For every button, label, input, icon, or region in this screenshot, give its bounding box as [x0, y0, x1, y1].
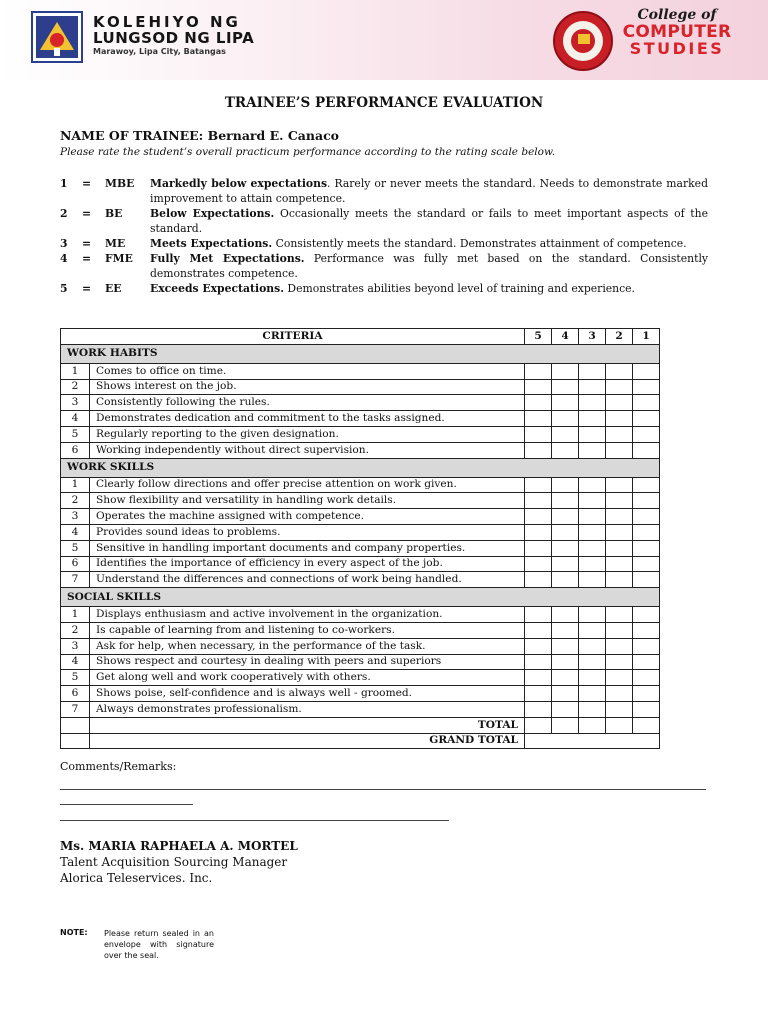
rating-cell[interactable] [552, 477, 579, 493]
table-row [61, 638, 660, 654]
rating-cell[interactable] [579, 524, 606, 540]
rating-header-3: 3 [579, 329, 606, 345]
rating-cell[interactable] [579, 540, 606, 556]
rating-cell[interactable] [606, 572, 633, 588]
rating-cell[interactable] [552, 572, 579, 588]
rating-cell[interactable] [633, 442, 660, 458]
rating-cell[interactable] [606, 607, 633, 623]
school-name-block [93, 14, 254, 56]
scale-abbreviation: MBE [105, 177, 135, 190]
item-number: 2 [61, 493, 90, 509]
table-row [61, 572, 660, 588]
comments-line-1[interactable] [60, 789, 706, 790]
signatory-company: Alorica Teleservices. Inc. [60, 871, 213, 885]
item-number: 6 [61, 556, 90, 572]
college-name-block [618, 8, 736, 57]
rating-cell[interactable] [525, 654, 552, 670]
table-row [61, 524, 660, 540]
rating-cell[interactable] [525, 556, 552, 572]
rating-header-4: 4 [552, 329, 579, 345]
rating-cell[interactable] [579, 411, 606, 427]
rating-cell[interactable] [633, 524, 660, 540]
school-name-line1: KOLEHIYO NG [93, 13, 241, 31]
item-criteria: Consistently following the rules. [90, 395, 525, 411]
rating-cell[interactable] [525, 509, 552, 525]
scale-abbreviation: FME [105, 252, 133, 265]
rating-cell[interactable] [633, 363, 660, 379]
rating-cell[interactable] [606, 524, 633, 540]
scale-equals: = [82, 177, 92, 190]
item-criteria: Working independently without direct supervision. [90, 442, 525, 458]
rating-cell[interactable] [606, 493, 633, 509]
scale-description [150, 236, 708, 251]
scale-equals: = [82, 252, 92, 265]
rating-cell[interactable] [633, 395, 660, 411]
scale-row [60, 206, 708, 236]
rating-cell[interactable] [579, 572, 606, 588]
rating-cell[interactable] [606, 442, 633, 458]
rating-cell[interactable] [552, 442, 579, 458]
rating-cell[interactable] [579, 363, 606, 379]
scale-term: Meets Expectations. [150, 237, 273, 250]
rating-cell[interactable] [525, 540, 552, 556]
table-row [61, 363, 660, 379]
total-cell[interactable] [579, 717, 606, 733]
item-criteria: Ask for help, when necessary, in the performance of the task. [90, 638, 525, 654]
rating-cell[interactable] [606, 426, 633, 442]
rating-cell[interactable] [525, 442, 552, 458]
college-seal-logo [552, 10, 614, 72]
rating-header-5: 5 [525, 329, 552, 345]
note-block [60, 928, 214, 961]
note-label: NOTE: [60, 928, 88, 937]
criteria-header: CRITERIA [61, 329, 525, 345]
scale-term: Below Expectations. [150, 207, 275, 220]
scale-equals: = [82, 237, 92, 250]
rating-cell[interactable] [579, 701, 606, 717]
item-criteria: Always demonstrates professionalism. [90, 701, 525, 717]
rating-cell[interactable] [579, 607, 606, 623]
rating-cell[interactable] [552, 395, 579, 411]
rating-cell[interactable] [606, 654, 633, 670]
item-number: 5 [61, 670, 90, 686]
rating-cell[interactable] [525, 426, 552, 442]
rating-cell[interactable] [552, 493, 579, 509]
scale-row [60, 236, 708, 251]
scale-detail: Performance was fully met based on the standard. Consistently demonstrates competence. [150, 252, 708, 280]
rating-cell[interactable] [552, 540, 579, 556]
college-line1: College of [637, 7, 717, 23]
signatory-block [60, 838, 298, 886]
item-number: 5 [61, 540, 90, 556]
item-criteria: Show flexibility and versatility in handling work details. [90, 493, 525, 509]
rating-cell[interactable] [579, 442, 606, 458]
scale-term: Markedly below expectations [150, 177, 328, 190]
scale-detail: Demonstrates abilities beyond level of training and experience. [284, 282, 635, 295]
school-name-line2: LUNGSOD NG LIPA [93, 29, 255, 47]
rating-scale [60, 176, 708, 296]
total-cell[interactable] [633, 717, 660, 733]
rating-cell[interactable] [579, 477, 606, 493]
table-row [61, 411, 660, 427]
grand-total-cell[interactable] [525, 733, 660, 749]
rating-cell[interactable] [633, 379, 660, 395]
grand-total-blank [61, 733, 90, 749]
item-criteria: Is capable of learning from and listening to co-workers. [90, 622, 525, 638]
item-criteria: Shows respect and courtesy in dealing with peers and superiors [90, 654, 525, 670]
rating-cell[interactable] [525, 607, 552, 623]
rating-cell[interactable] [525, 395, 552, 411]
comments-line-2[interactable] [60, 804, 193, 805]
item-number: 2 [61, 379, 90, 395]
rating-cell[interactable] [552, 411, 579, 427]
table-header-row [61, 329, 660, 345]
scale-row [60, 281, 708, 296]
table-row [61, 607, 660, 623]
college-line3: STUDIES [629, 39, 725, 58]
rating-cell[interactable] [525, 477, 552, 493]
item-criteria: Get along well and work cooperatively with others. [90, 670, 525, 686]
rating-cell[interactable] [525, 411, 552, 427]
scale-row [60, 251, 708, 281]
rating-cell[interactable] [552, 622, 579, 638]
item-criteria: Regularly reporting to the given designation. [90, 426, 525, 442]
rating-cell[interactable] [633, 477, 660, 493]
rating-cell[interactable] [606, 411, 633, 427]
rating-cell[interactable] [579, 670, 606, 686]
note-text: Please return sealed in an envelope with signature over the seal. [104, 929, 214, 960]
item-number: 7 [61, 572, 90, 588]
rating-cell[interactable] [633, 540, 660, 556]
rating-cell[interactable] [552, 686, 579, 702]
rating-cell[interactable] [552, 524, 579, 540]
rating-cell[interactable] [525, 363, 552, 379]
rating-cell[interactable] [633, 701, 660, 717]
table-row [61, 379, 660, 395]
rating-cell[interactable] [606, 379, 633, 395]
rating-cell[interactable] [525, 622, 552, 638]
rating-cell[interactable] [579, 686, 606, 702]
item-number: 6 [61, 686, 90, 702]
item-number: 3 [61, 638, 90, 654]
rating-cell[interactable] [606, 477, 633, 493]
rating-cell[interactable] [606, 363, 633, 379]
section-row [61, 344, 660, 363]
rating-cell[interactable] [606, 638, 633, 654]
rating-header-1: 1 [633, 329, 660, 345]
total-cell[interactable] [606, 717, 633, 733]
table-row [61, 540, 660, 556]
scale-detail: Occasionally meets the standard or fails to meet important aspects of the standard. [150, 207, 708, 235]
rating-cell[interactable] [606, 395, 633, 411]
rating-cell[interactable] [579, 638, 606, 654]
item-number: 5 [61, 426, 90, 442]
rating-cell[interactable] [525, 701, 552, 717]
total-cell[interactable] [525, 717, 552, 733]
total-cell[interactable] [552, 717, 579, 733]
item-number: 4 [61, 524, 90, 540]
criteria-table [60, 328, 660, 749]
rating-cell[interactable] [525, 670, 552, 686]
rating-cell[interactable] [552, 670, 579, 686]
item-criteria: Understand the differences and connections of work being handled. [90, 572, 525, 588]
table-row [61, 701, 660, 717]
table-row [61, 670, 660, 686]
item-criteria: Demonstrates dedication and commitment to the tasks assigned. [90, 411, 525, 427]
rating-cell[interactable] [633, 572, 660, 588]
item-number: 6 [61, 442, 90, 458]
comments-label: Comments/Remarks: [60, 760, 177, 773]
table-row [61, 426, 660, 442]
item-number: 4 [61, 654, 90, 670]
scale-row [60, 176, 708, 206]
item-number: 3 [61, 395, 90, 411]
scale-description [150, 281, 708, 296]
item-number: 1 [61, 607, 90, 623]
table-row [61, 686, 660, 702]
rating-cell[interactable] [552, 556, 579, 572]
table-row [61, 442, 660, 458]
scale-equals: = [82, 207, 92, 220]
table-row [61, 477, 660, 493]
item-number: 1 [61, 363, 90, 379]
rating-cell[interactable] [633, 622, 660, 638]
rating-cell[interactable] [552, 654, 579, 670]
scale-term: Fully Met Expectations. [150, 252, 305, 265]
rating-cell[interactable] [606, 509, 633, 525]
rating-cell[interactable] [525, 524, 552, 540]
item-criteria: Provides sound ideas to problems. [90, 524, 525, 540]
item-criteria: Operates the machine assigned with competence. [90, 509, 525, 525]
rating-cell[interactable] [552, 509, 579, 525]
rating-cell[interactable] [633, 638, 660, 654]
table-row [61, 654, 660, 670]
grand-total-label: GRAND TOTAL [90, 733, 525, 749]
scale-term: Exceeds Expectations. [150, 282, 284, 295]
rating-instruction: Please rate the student’s overall practicum performance according to the rating scale below. [60, 146, 556, 158]
rating-cell[interactable] [552, 363, 579, 379]
rating-cell[interactable] [579, 556, 606, 572]
scale-equals: = [82, 282, 92, 295]
rating-cell[interactable] [525, 686, 552, 702]
rating-cell[interactable] [606, 622, 633, 638]
item-criteria: Comes to office on time. [90, 363, 525, 379]
item-criteria: Shows poise, self-confidence and is always well - groomed. [90, 686, 525, 702]
table-row [61, 622, 660, 638]
scale-description [150, 251, 708, 281]
rating-cell[interactable] [579, 493, 606, 509]
item-number: 4 [61, 411, 90, 427]
rating-cell[interactable] [633, 654, 660, 670]
item-number: 3 [61, 509, 90, 525]
school-seal-logo [30, 10, 84, 64]
total-blank [61, 717, 90, 733]
rating-cell[interactable] [633, 493, 660, 509]
rating-cell[interactable] [579, 379, 606, 395]
signatory-name: Ms. MARIA RAPHAELA A. MORTEL [60, 839, 298, 853]
section-row [61, 588, 660, 607]
rating-cell[interactable] [579, 395, 606, 411]
rating-header-2: 2 [606, 329, 633, 345]
item-criteria: Sensitive in handling important documents and company properties. [90, 540, 525, 556]
rating-cell[interactable] [525, 572, 552, 588]
scale-description [150, 176, 708, 206]
rating-cell[interactable] [579, 426, 606, 442]
scale-number: 3 [60, 237, 68, 250]
item-number: 2 [61, 622, 90, 638]
rating-cell[interactable] [579, 622, 606, 638]
rating-cell[interactable] [552, 701, 579, 717]
rating-cell[interactable] [606, 540, 633, 556]
rating-cell[interactable] [633, 426, 660, 442]
section-title: WORK HABITS [61, 344, 660, 363]
grand-total-row [61, 733, 660, 749]
comments-line-3[interactable] [60, 820, 449, 821]
scale-description [150, 206, 708, 236]
scale-abbreviation: ME [105, 237, 126, 250]
section-row [61, 458, 660, 477]
school-address: Marawoy, Lipa City, Batangas [93, 47, 226, 56]
college-line2: COMPUTER [622, 22, 732, 42]
trainee-name: NAME OF TRAINEE: Bernard E. Canaco [60, 128, 340, 143]
signatory-position: Talent Acquisition Sourcing Manager [60, 855, 288, 869]
scale-detail: . Rarely or never meets the standard. Needs to demonstrate marked improvement to attain competence. [150, 177, 708, 205]
section-title: SOCIAL SKILLS [61, 588, 660, 607]
item-criteria: Shows interest on the job. [90, 379, 525, 395]
item-criteria: Clearly follow directions and offer precise attention on work given. [90, 477, 525, 493]
item-criteria: Displays enthusiasm and active involvement in the organization. [90, 607, 525, 623]
scale-number: 5 [60, 282, 68, 295]
scale-abbreviation: BE [105, 207, 123, 220]
document-title: TRAINEE’S PERFORMANCE EVALUATION [224, 95, 544, 111]
rating-cell[interactable] [552, 607, 579, 623]
table-row [61, 395, 660, 411]
rating-cell[interactable] [633, 686, 660, 702]
scale-detail: Consistently meets the standard. Demonstrates attainment of competence. [272, 237, 687, 250]
rating-cell[interactable] [552, 638, 579, 654]
rating-cell[interactable] [552, 426, 579, 442]
rating-cell[interactable] [525, 493, 552, 509]
item-criteria: Identifies the importance of efficiency in every aspect of the job. [90, 556, 525, 572]
table-row [61, 509, 660, 525]
rating-cell[interactable] [606, 670, 633, 686]
rating-cell[interactable] [633, 509, 660, 525]
rating-cell[interactable] [606, 701, 633, 717]
rating-cell[interactable] [633, 607, 660, 623]
table-row [61, 556, 660, 572]
rating-cell[interactable] [579, 654, 606, 670]
scale-number: 2 [60, 207, 68, 220]
scale-abbreviation: EE [105, 282, 122, 295]
item-number: 1 [61, 477, 90, 493]
rating-cell[interactable] [633, 411, 660, 427]
letterhead [0, 0, 768, 80]
scale-number: 1 [60, 177, 68, 190]
scale-number: 4 [60, 252, 68, 265]
rating-cell[interactable] [525, 638, 552, 654]
rating-cell[interactable] [525, 379, 552, 395]
total-label: TOTAL [90, 717, 525, 733]
rating-cell[interactable] [606, 556, 633, 572]
rating-cell[interactable] [633, 670, 660, 686]
table-row [61, 493, 660, 509]
item-number: 7 [61, 701, 90, 717]
total-row [61, 717, 660, 733]
rating-cell[interactable] [579, 509, 606, 525]
rating-cell[interactable] [552, 379, 579, 395]
section-title: WORK SKILLS [61, 458, 660, 477]
rating-cell[interactable] [633, 556, 660, 572]
rating-cell[interactable] [606, 686, 633, 702]
